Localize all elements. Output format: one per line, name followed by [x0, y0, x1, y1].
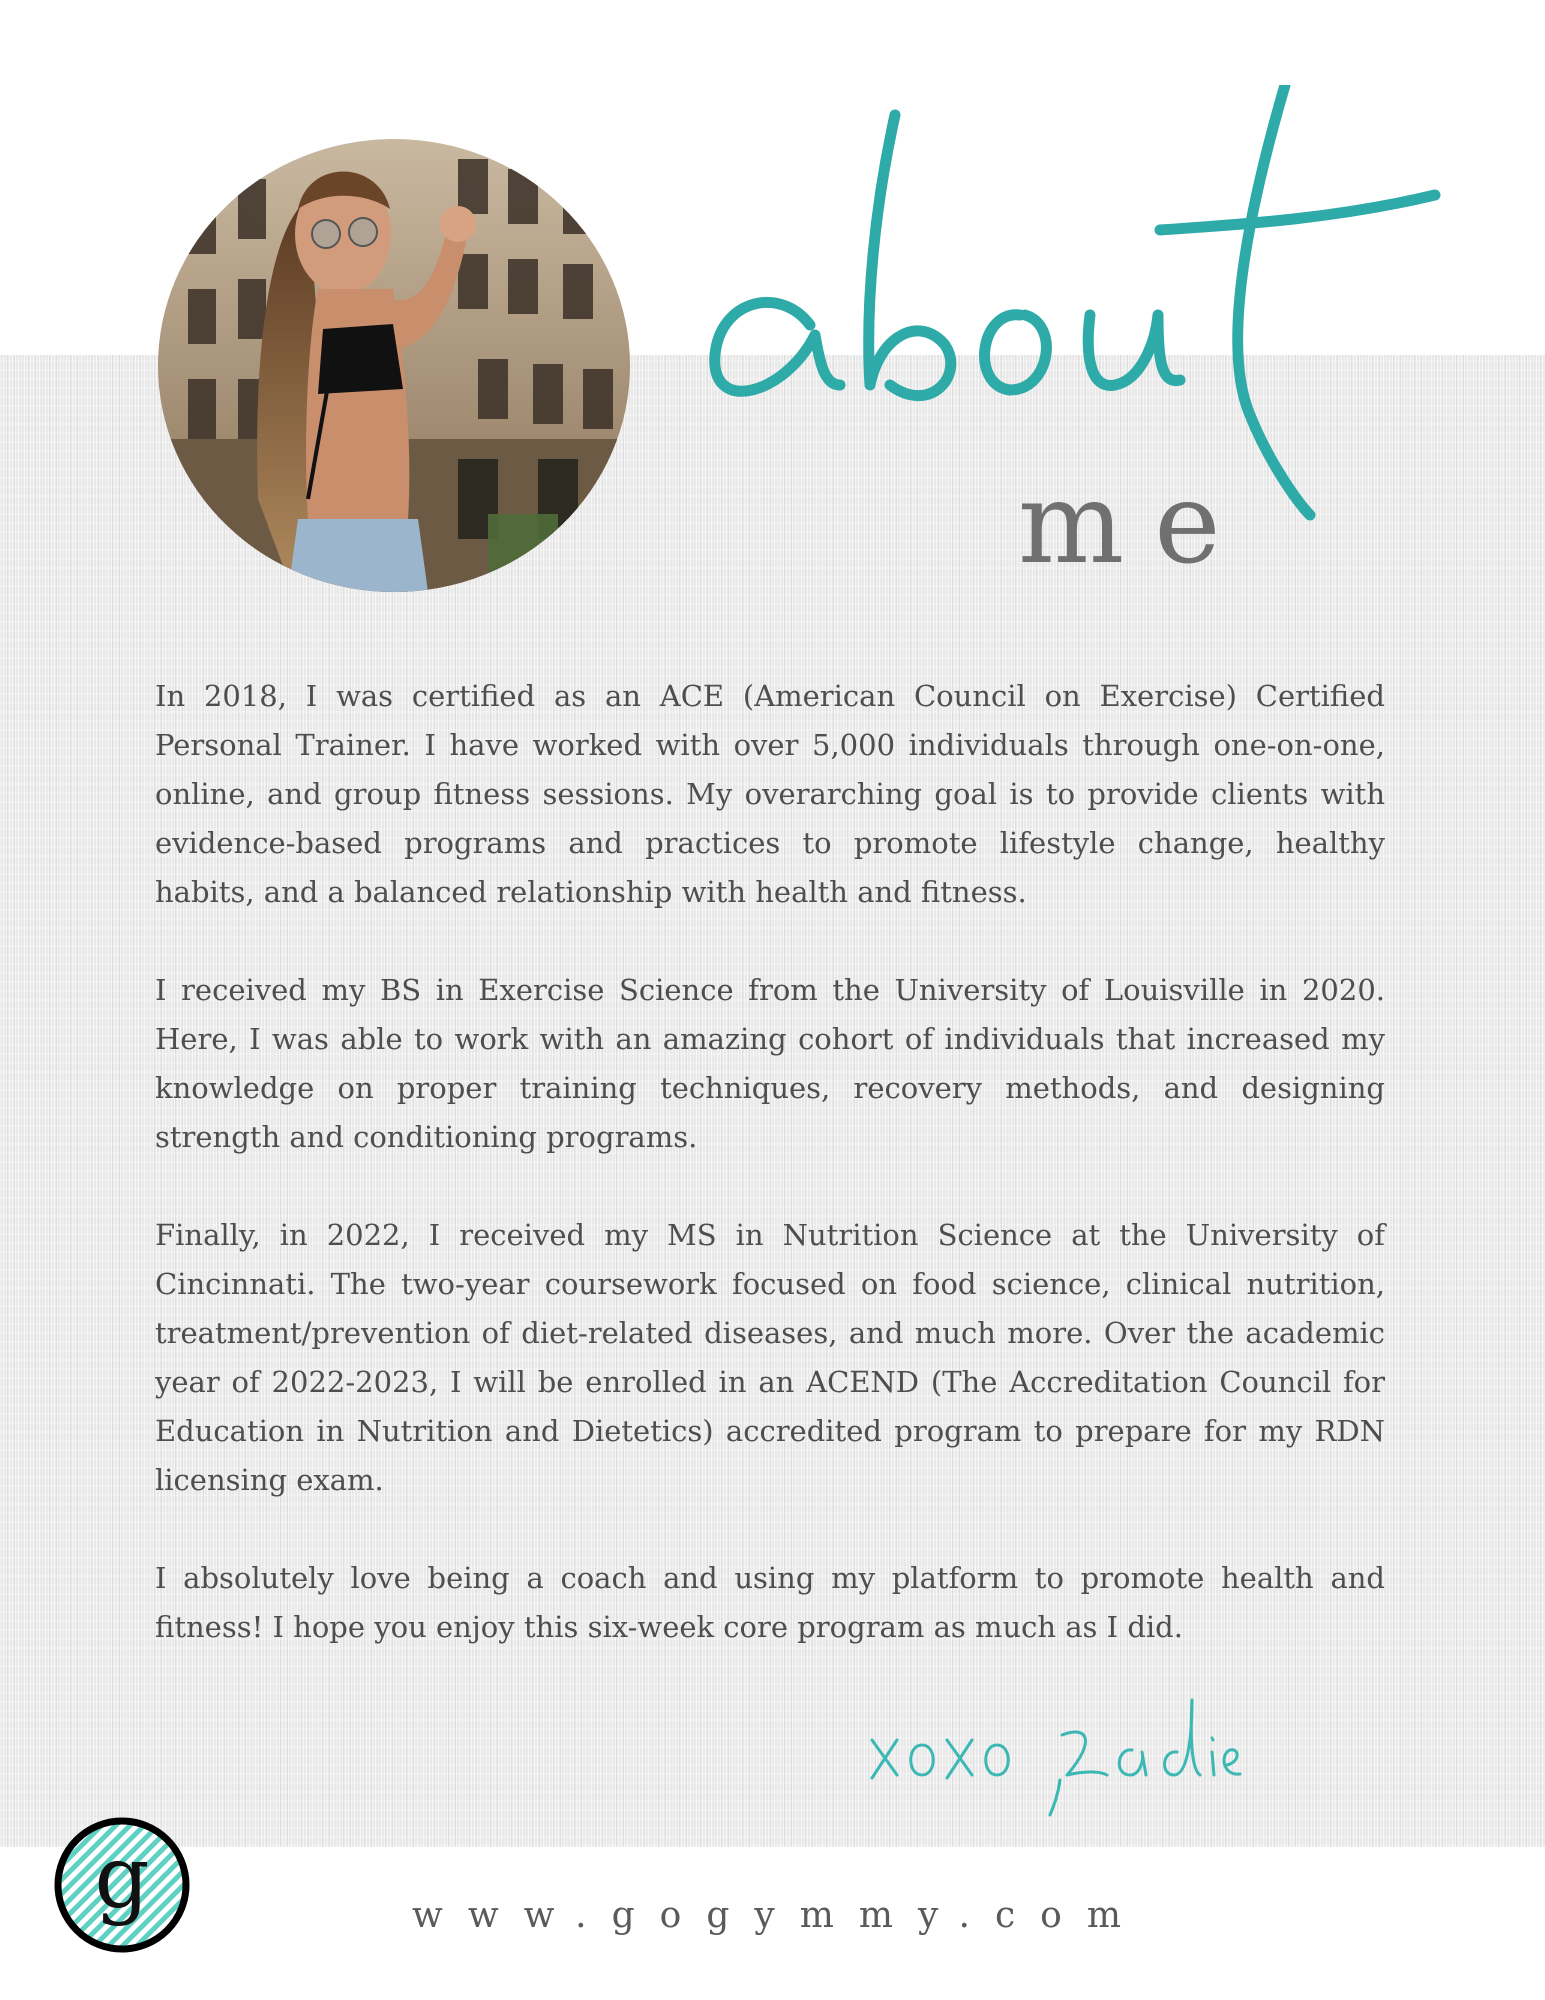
signoff-signature — [862, 1680, 1242, 1820]
about-body — [155, 672, 1385, 1701]
portrait-photo — [158, 139, 630, 592]
logo-letter: g — [94, 1828, 150, 1928]
gogymmy-logo-icon — [52, 1815, 192, 1955]
paragraph-certification: In 2018, I was certified as an ACE (American Council on Exercise) Certified Personal Trainer. I have worked with over 5,000 individuals through one-on-one, online, and group fitness sessions. My overarching goal is to provide clients with evidence-based programs and practices to promote lifestyle change, healthy habits, and a balanced relationship with health and fitness. — [155, 679, 1385, 909]
paragraph-masters: Finally, in 2022, I received my MS in Nutrition Science at the University of Cincinnati. The two-year coursework focused on food science, clinical nutrition, treatment/prevention of diet-related diseases, and much more. Over the academic year of 2022-2023, I will be enrolled in an ACEND (The Accreditation Council for Education in Nutrition and Dietetics) accredited program to prepare for my RDN licensing exam. — [155, 1218, 1385, 1497]
paragraph-closing: I absolutely love being a coach and using my platform to promote health and fitness! I hope you enjoy this six-week core program as much as I did. — [155, 1561, 1385, 1644]
website-url[interactable]: www.gogymmy.com — [412, 1895, 1146, 1936]
me-heading: me — [1018, 459, 1251, 589]
paragraph-bachelors: I received my BS in Exercise Science from the University of Louisville in 2020. Here, I was able to work with an amazing cohort of individuals that increased my knowledge on proper training techniques, recovery methods, and designing strength and conditioning programs. — [155, 973, 1385, 1154]
